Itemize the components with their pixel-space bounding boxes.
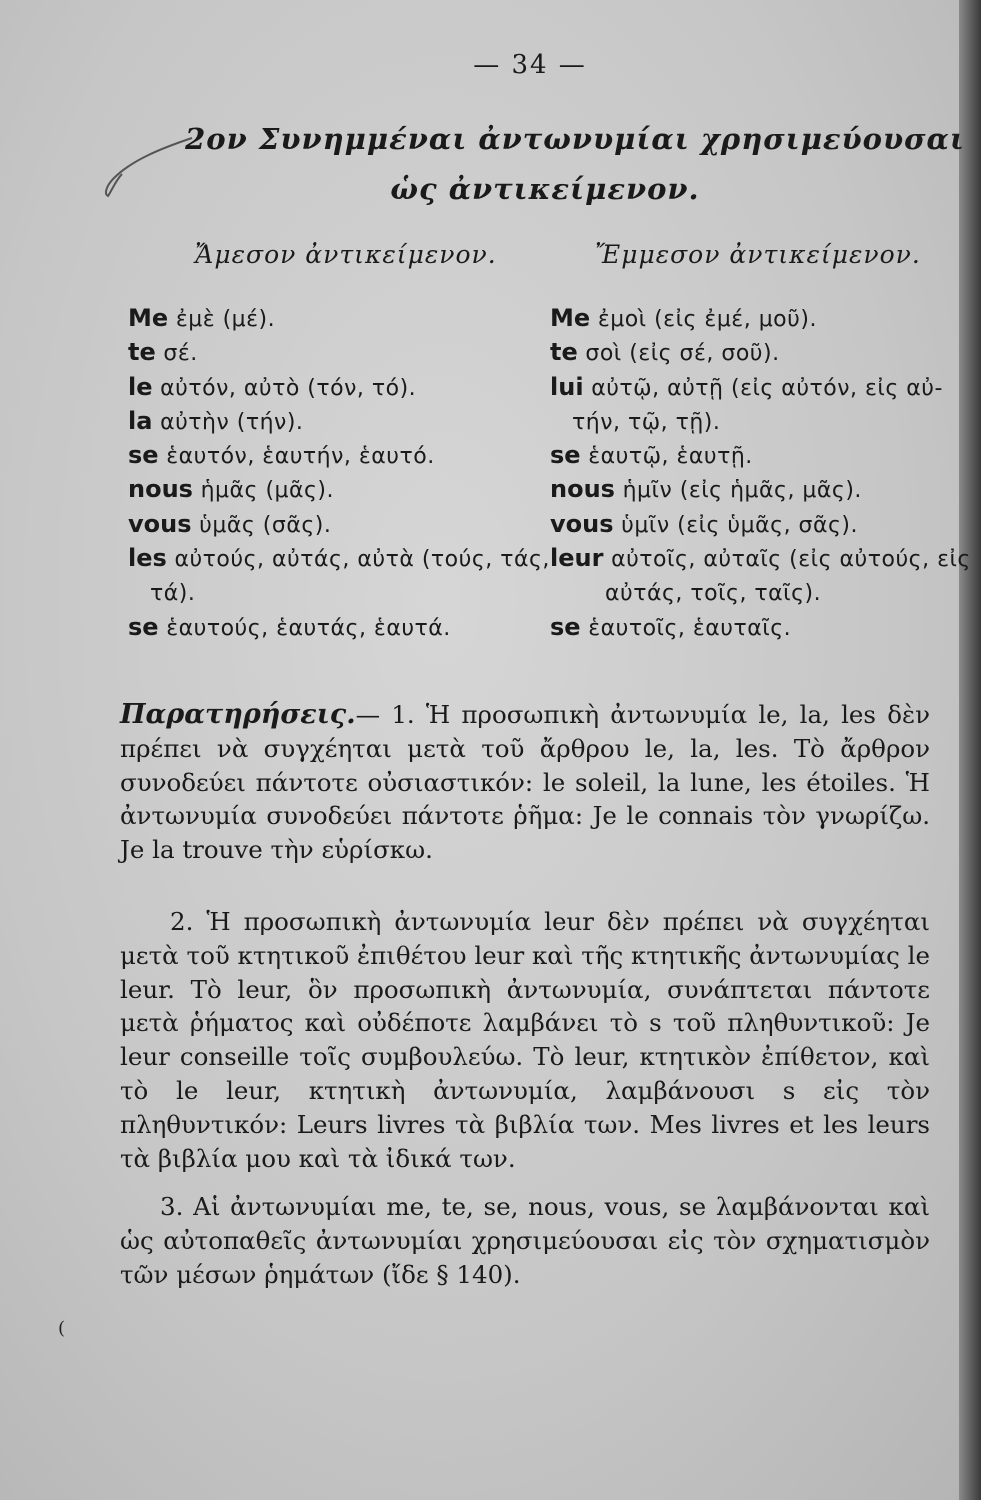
right-column-heading: Ἔμμεσον ἀντικείμενον. [595, 240, 921, 269]
note-1-text: — 1. Ἡ προσωπικὴ ἀντωνυμία le, la, les δὲν πρέπει νὰ συγχέηται μετὰ τοῦ ἄρθρου le, la, les. Τὸ ἄρθρον συνοδεύει πάντοτε οὐσιαστικόν: le soleil, la lune, les étoiles. Ἡ ἀντωνυμία συνοδεύει πάντοτε ῥῆμα: Je le connais τὸν γνωρίζω. Je la trouve τὴν εὑρίσκω. [120, 700, 930, 865]
pronoun-row: vous ὑμᾶς (σᾶς). [128, 509, 332, 538]
pronoun-row: leur αὐτοῖς, αὐταῖς (εἰς αὐτούς, εἰς [550, 544, 971, 573]
pronoun-row-continued: τά). [150, 581, 196, 607]
pronoun-row: se ἑαυτούς, ἑαυτάς, ἑαυτά. [128, 612, 451, 641]
pronoun-row: se ἑαυτῷ, ἑαυτῇ. [550, 441, 753, 470]
pronoun-row: la αὐτὴν (τήν). [128, 406, 304, 435]
note-1 [120, 698, 930, 867]
page-number: — 34 — [473, 50, 587, 80]
pronoun-row: te σοὶ (εἰς σέ, σοῦ). [550, 338, 780, 367]
direct-object-column [128, 302, 548, 645]
pronoun-row-continued: αὐτάς, τοῖς, ταῖς). [605, 581, 822, 607]
pronoun-row: se ἑαυτόν, ἑαυτήν, ἑαυτό. [128, 441, 435, 470]
section-title-line1: 2ον Συνημμέναι ἀντωνυμίαι χρησιμεύουσαι [185, 122, 965, 156]
pronoun-row: Me ἐμοὶ (εἰς ἐμέ, μοῦ). [550, 304, 817, 332]
section-title-line2: ὡς ἀντικείμενον. [390, 172, 700, 206]
pronoun-row: le αὐτόν, αὐτὸ (τόν, τό). [128, 372, 417, 401]
note-2: 2. Ἡ προσωπικὴ ἀντωνυμία leur δὲν πρέπει νὰ συγχέηται μετὰ τοῦ κτητικοῦ ἐπιθέτου leur καὶ τῆς κτητικῆς ἀντωνυμίας le leur. Τὸ leur, ὃν προσωπικὴ ἀντωνυμία, συνάπτεται πάντοτε μετὰ ῥήματος καὶ οὐδέποτε λαμβάνει τὸ s τοῦ πληθυντικοῦ: Je leur conseille τοῖς συμβουλεύω. Τὸ leur, κτητικὸν ἐπίθετον, καὶ τὸ le leur, κτητικὴ ἀντωνυμία, λαμβάνουσι s εἰς τὸν πληθυντικόν: Leurs livres τὰ βιβλία των. Mes livres et les leurs τὰ βιβλία μου καὶ τὰ ἰδικά των. [120, 907, 930, 1173]
pronoun-row: lui αὐτῷ, αὐτῇ (εἰς αὐτόν, εἰς αὐ- [550, 372, 943, 401]
pronoun-row: se ἑαυτοῖς, ἑαυταῖς. [550, 612, 792, 641]
pronoun-row: vous ὑμῖν (εἰς ὑμᾶς, σᾶς). [550, 509, 858, 538]
pronoun-row: les αὐτούς, αὐτάς, αὐτὰ (τούς, τάς, [128, 544, 550, 573]
left-column-heading: Ἄμεσον ἀντικείμενον. [195, 240, 497, 269]
note-3: 3. Αἱ ἀντωνυμίαι me, te, se, nous, vous, se λαμβάνονται καὶ ὡς αὐτοπαθεῖς ἀντωνυμίαι χρησιμεύουσαι εἰς τὸν σχηματισμὸν τῶν μέσων ῥημάτων (ἴδε § 140). [120, 1192, 930, 1289]
notes-title: Παρατηρήσεις. [120, 699, 356, 730]
book-spine [959, 0, 981, 1500]
ink-fleck: ( [58, 1318, 66, 1339]
pronoun-row: Me ἐμὲ (μέ). [128, 304, 276, 332]
pronoun-row: te σέ. [128, 338, 198, 367]
pronoun-row: nous ἡμῖν (εἰς ἡμᾶς, μᾶς). [550, 475, 862, 504]
pronoun-row-continued: τήν, τῷ, τῇ). [572, 409, 721, 435]
indirect-object-column [550, 302, 971, 645]
pronoun-row: nous ἡμᾶς (μᾶς). [128, 475, 335, 504]
